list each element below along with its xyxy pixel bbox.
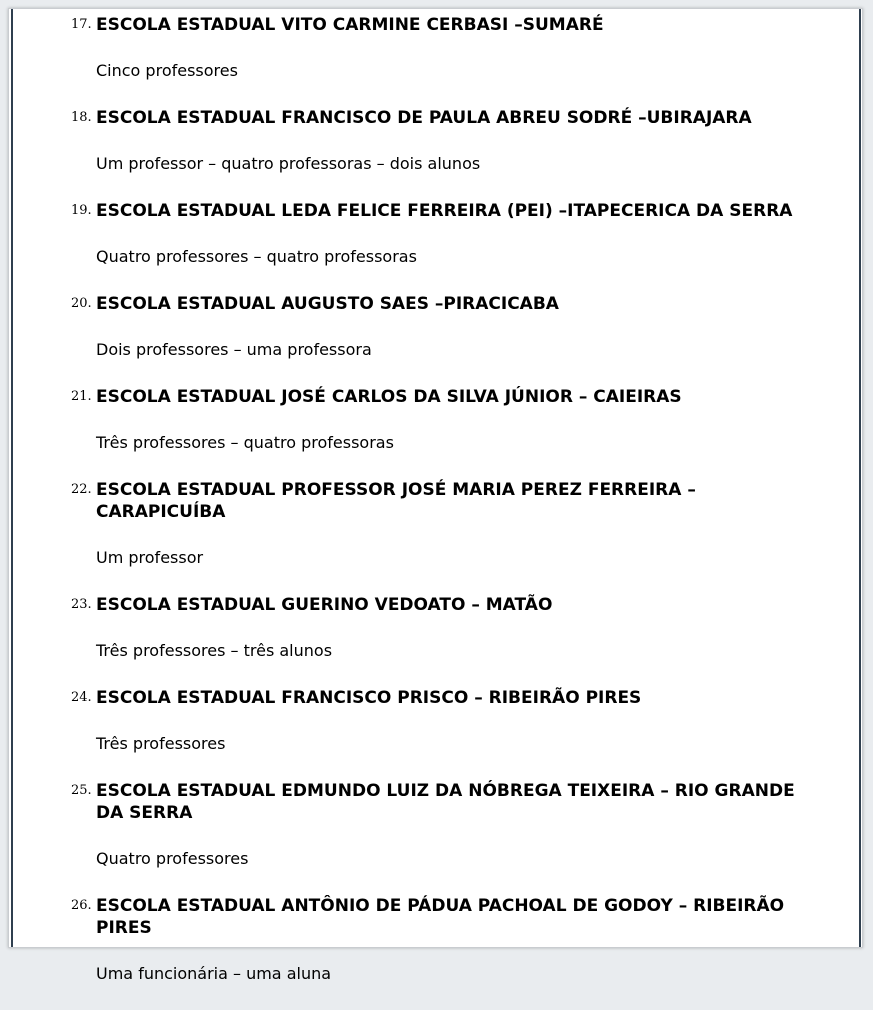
school-title: ESCOLA ESTADUAL FRANCISCO DE PAULA ABREU SODRÉ –UBIRAJARA [96,108,752,128]
school-note: Três professores – três alunos [96,641,333,660]
school-note: Dois professores – uma professora [96,340,372,359]
school-note: Quatro professores [96,849,249,868]
school-note: Um professor [96,548,204,567]
item-number: 18. [71,110,92,125]
school-note: Um professor – quatro professoras – dois alunos [96,154,481,173]
school-title: ESCOLA ESTADUAL LEDA FELICE FERREIRA (PEI) –ITAPECERICA DA SERRA [96,201,793,221]
school-note: Três professores [96,734,226,753]
school-title: ESCOLA ESTADUAL AUGUSTO SAES –PIRACICABA [96,294,559,314]
item-number: 20. [71,296,92,311]
list-item [9,594,862,661]
item-number: 19. [71,203,92,218]
list-item [9,293,862,360]
item-number: 25. [71,783,92,798]
school-title: ESCOLA ESTADUAL FRANCISCO PRISCO – RIBEIRÃO PIRES [96,688,642,708]
item-number: 23. [71,597,92,612]
list-item [9,107,862,174]
school-list [9,14,862,1010]
school-note: Cinco professores [96,61,238,80]
document-page [8,8,863,983]
school-title: ESCOLA ESTADUAL EDMUNDO LUIZ DA NÓBREGA TEIXEIRA – RIO GRANDE DA SERRA [96,781,795,823]
item-number: 22. [71,482,92,497]
item-number: 26. [71,898,92,913]
school-title: ESCOLA ESTADUAL PROFESSOR JOSÉ MARIA PEREZ FERREIRA – CARAPICUÍBA [96,480,696,522]
school-title: ESCOLA ESTADUAL GUERINO VEDOATO – MATÃO [96,595,553,615]
item-number: 21. [71,389,92,404]
list-item [9,14,862,81]
school-title: ESCOLA ESTADUAL JOSÉ CARLOS DA SILVA JÚNIOR – CAIEIRAS [96,387,682,407]
school-title: ESCOLA ESTADUAL ANTÔNIO DE PÁDUA PACHOAL DE GODOY – RIBEIRÃO PIRES [96,896,785,938]
school-note: Uma funcionária – uma aluna [96,964,332,983]
list-item [9,895,862,984]
list-item [9,386,862,453]
school-note: Três professores – quatro professoras [96,433,394,452]
list-item [9,780,862,869]
school-note: Quatro professores – quatro professoras [96,247,417,266]
item-number: 24. [71,690,92,705]
list-item [9,200,862,267]
list-item [9,687,862,754]
item-number: 17. [71,17,92,32]
list-item [9,479,862,568]
school-title: ESCOLA ESTADUAL VITO CARMINE CERBASI –SUMARÉ [96,15,604,35]
